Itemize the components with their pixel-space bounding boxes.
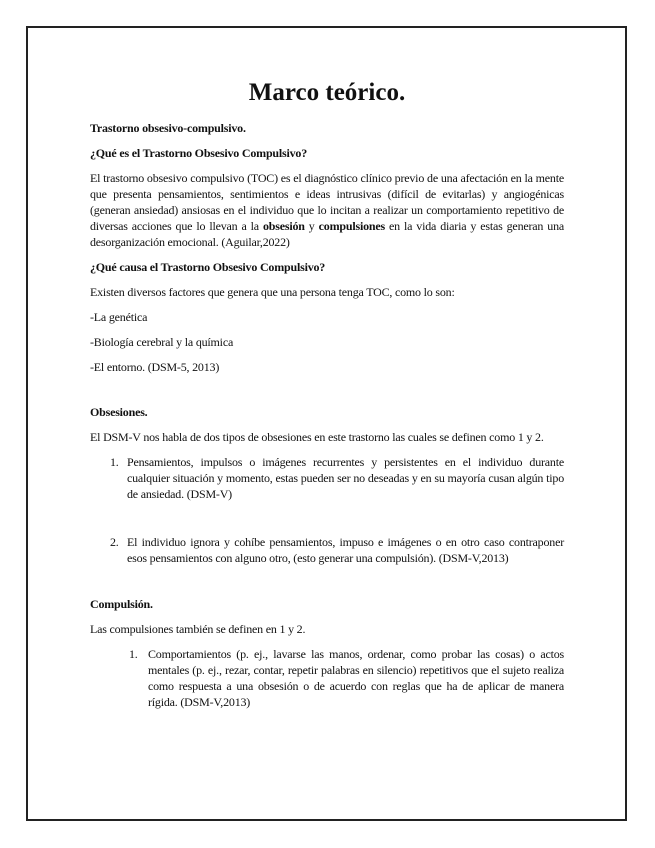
list-item-text: El individuo ignora y cohíbe pensamientos, impuso e imágenes o en otro caso contraponer esos pensamientos con alguno otro, (esto generar una compulsión). (DSM-V,2013) <box>127 535 564 565</box>
factor-item: -La genética <box>90 310 148 324</box>
obsesiones-intro-paragraph: El DSM-V nos habla de dos tipos de obsesiones en este trastorno las cuales se definen como 1 y 2. <box>90 430 544 444</box>
list-item-text: Comportamientos (p. ej., lavarse las manos, ordenar, como probar las cosas) o actos mentales (p. ej., rezar, contar, repetir palabras en silencio) repetitivos que el sujeto realiza como respuesta a una obsesión o de acuerdo con reglas que ha de aplicar de manera rígida. (DSM-V,2013) <box>148 647 564 709</box>
list-item <box>90 534 564 566</box>
compulsion-intro-paragraph: Las compulsiones también se definen en 1 y 2. <box>90 622 306 636</box>
compulsion-list <box>90 646 564 710</box>
bold-term-obsesion: obsesión <box>263 219 305 233</box>
section-heading-toc: Trastorno obsesivo-compulsivo. <box>90 121 246 135</box>
toc-definition-text-1: El trastorno obsesivo compulsivo (TOC) es el diagnóstico clínico previo de una afectación en la mente que presenta pensamientos, sentimientos e ideas intrusivas (difícil de evitarlas) y angiogénicas (generan ansiedad) ansiosas en el individuo que lo incitan a realizar un comportamiento repetitivo de diversas acciones que lo llevan a la <box>90 171 564 233</box>
list-item-number: 1. <box>110 455 119 469</box>
toc-definition-text-2: y <box>304 219 319 233</box>
list-item <box>90 646 564 710</box>
list-item-number: 1. <box>129 647 138 661</box>
list-item <box>90 454 564 502</box>
section-heading-obsesiones: Obsesiones. <box>90 405 148 419</box>
toc-definition-text-3: en la vida diaria y estas generan una desorganización emocional. (Aguilar,2022) <box>90 219 564 249</box>
section-heading-compulsion: Compulsión. <box>90 597 153 611</box>
bold-term-compulsiones: compulsiones <box>318 219 385 233</box>
causes-intro-paragraph: Existen diversos factores que genera que una persona tenga TOC, como lo son: <box>90 285 455 299</box>
factor-item: -Biología cerebral y la química <box>90 335 234 349</box>
question-what-causes-toc: ¿Qué causa el Trastorno Obsesivo Compulsivo? <box>90 260 326 274</box>
list-item-number: 2. <box>110 535 119 549</box>
page-title: Marco teórico. <box>248 79 406 106</box>
list-item-text: Pensamientos, impulsos o imágenes recurrentes y persistentes en el individuo durante cualquier situación y momento, estas pueden ser no deseadas y en su mayoría cusan algún tipo de ansiedad. (DSM-V) <box>127 455 564 501</box>
question-what-is-toc: ¿Qué es el Trastorno Obsesivo Compulsivo? <box>90 146 308 160</box>
factor-item: -El entorno. (DSM-5, 2013) <box>90 360 220 374</box>
document-body <box>90 78 564 710</box>
toc-definition-paragraph <box>90 170 564 250</box>
obsesiones-list <box>90 454 564 566</box>
